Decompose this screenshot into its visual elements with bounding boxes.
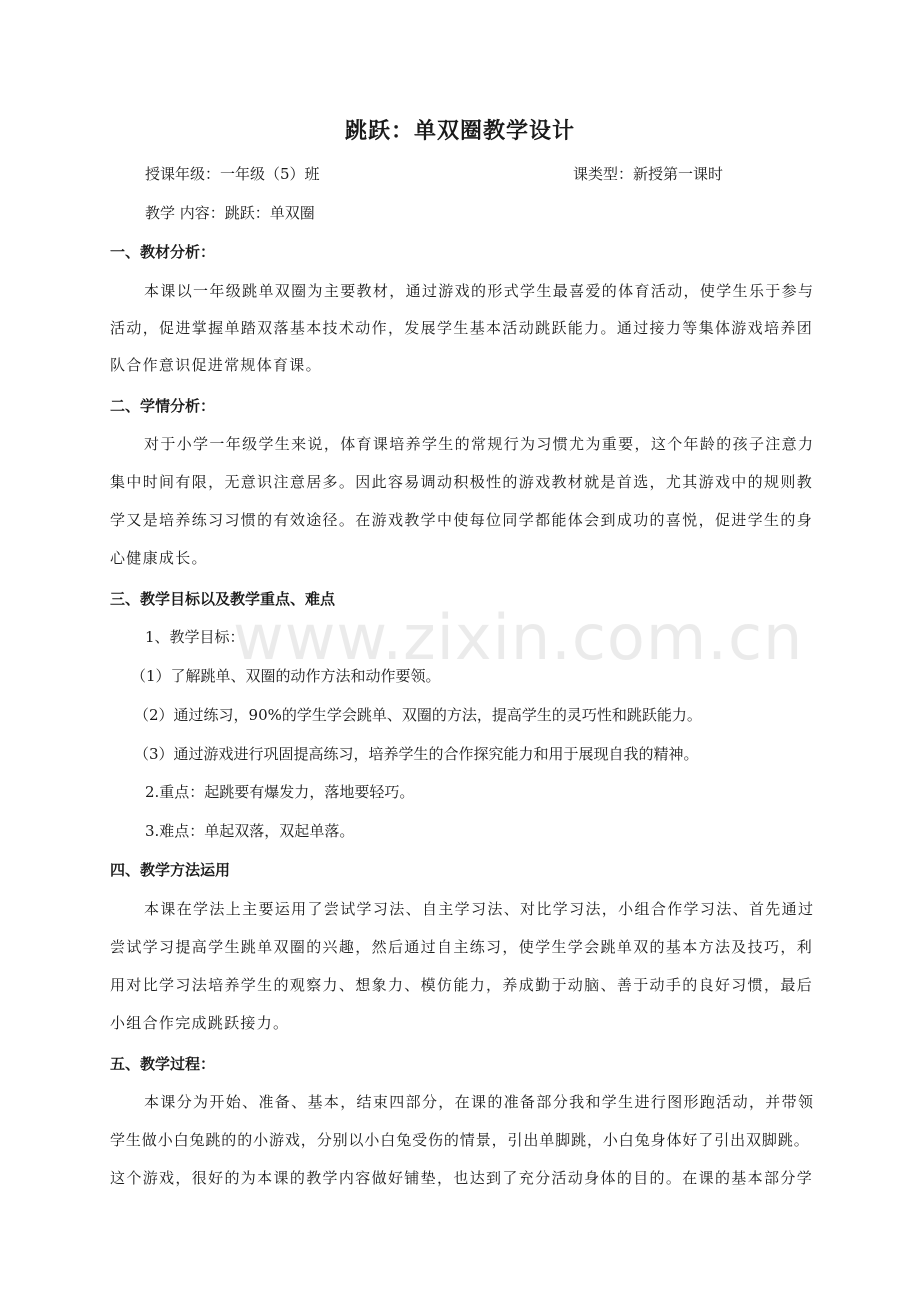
objective-item-1: （1）了解跳单、双圈的动作方法和动作要领。 [131,667,441,685]
paragraph-line: 心健康成长。 [110,549,208,567]
paragraph-line: 活动，促进掌握单踏双落基本技术动作，发展学生基本活动跳跃能力。通过接力等集体游戏培养团 [110,319,814,337]
paragraph-line: 集中时间有限，无意识注意居多。因此容易调动积极性的游戏教材就是首选，尤其游戏中的规则教 [110,473,814,491]
objective-item-2: （2）通过练习，90%的学生学会跳单、双圈的方法，提高学生的灵巧性和跳跃能力。 [134,706,702,724]
paragraph-line: 队合作意识促进常规体育课。 [110,356,322,374]
paragraph-line: 学又是培养练习习惯的有效途径。在游戏教学中使每位同学都能体会到成功的喜悦，促进学生的身 [110,511,814,529]
section-heading-3: 三、教学目标以及教学重点、难点 [110,590,336,608]
difficult-point: 3.难点：单起双落，双起单落。 [145,822,355,840]
paragraph-line: 对于小学一年级学生来说，体育课培养学生的常规行为习惯尤为重要，这个年龄的孩子注意力 [144,435,815,453]
section-heading-4: 四、教学方法运用 [110,861,231,879]
paragraph-line: 小组合作完成跳跃接力。 [110,1014,290,1032]
section-heading-1: 一、教材分析： [110,243,216,261]
paragraph-line: 本课分为开始、准备、基本，结束四部分，在课的准备部分我和学生进行图形跑活动，并带领 [144,1093,815,1111]
meta-grade: 授课年级：一年级（5）班 [145,165,320,183]
paragraph-line: 用对比学习法培养学生的观察力、想象力、模仿能力，养成勤于动脑、善于动手的良好习惯，最后 [110,976,814,994]
meta-content: 教学 内容：跳跃：单双圈 [145,204,315,222]
document-title: 跳跃：单双圈教学设计 [344,119,575,144]
watermark: www.zixin.com.cn [233,601,804,674]
paragraph-line: 这个游戏，很好的为本课的教学内容做好铺垫，也达到了充分活动身体的目的。在课的基本部分学 [110,1169,814,1187]
paragraph-line: 学生做小白兔跳的的小游戏，分别以小白兔受伤的情景，引出单脚跳，小白兔身体好了引出双脚跳。 [110,1131,810,1149]
section-heading-2: 二、学情分析： [110,397,216,415]
objective-item-3: （3）通过游戏进行巩固提高练习，培养学生的合作探究能力和用于展现自我的精神。 [134,745,699,763]
meta-lesson-type: 课类型：新授第一课时 [573,165,724,183]
paragraph-line: 本课以一年级跳单双圈为主要教材，通过游戏的形式学生最喜爱的体育活动，使学生乐于参与 [144,282,815,300]
key-point: 2.重点：起跳要有爆发力，落地要轻巧。 [145,783,415,801]
section-heading-5: 五、教学过程： [110,1055,216,1073]
paragraph-line: 尝试学习提高学生跳单双圈的兴趣，然后通过自主练习，使学生学会跳单双的基本方法及技巧，利 [110,938,814,956]
objective-label: 1、教学目标： [145,628,245,646]
paragraph-line: 本课在学法上主要运用了尝试学习法、自主学习法、对比学习法，小组合作学习法、首先通过 [144,900,815,918]
